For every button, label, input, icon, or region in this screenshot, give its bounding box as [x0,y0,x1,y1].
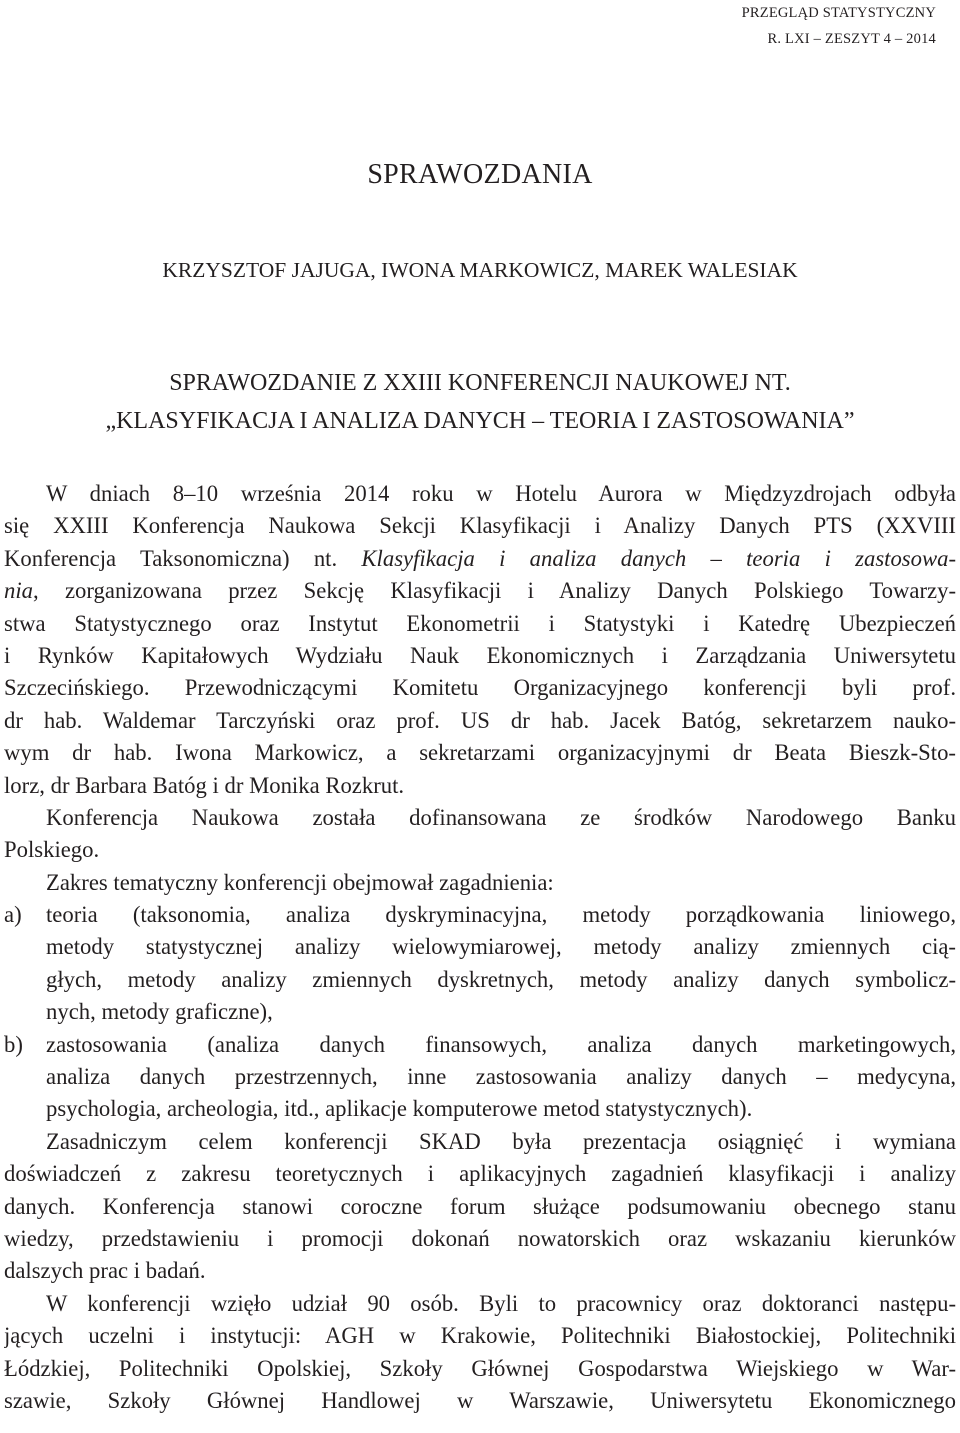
journal-issue: R. LXI – ZESZYT 4 – 2014 [767,31,936,47]
section-heading: SPRAWOZDANIA [367,159,593,190]
report-body [4,478,956,1417]
body-line: i Rynków Kapitałowych Wydziału Nauk Ekonomicznych i Zarządzania Uniwersytetu [4,642,956,668]
body-line: wiedzy, przedstawieniu i promocji dokonań nowatorskich oraz wskazaniu kierunków [4,1225,956,1251]
conference-name-italic: Klasyfikacja i analiza danych – teoria i zastosowa- [361,545,956,571]
body-line: Łódzkiej, Politechniki Opolskiej, Szkoły Głównej Gospodarstwa Wiejskiego w War- [4,1355,956,1381]
body-line: Zasadniczym celem konferencji SKAD była prezentacja osiągnięć i wymiana [46,1128,956,1154]
list-marker: a) [4,902,22,928]
list-item-line: metody statystycznej analizy wielowymiarowej, metody analizy zmiennych cią- [46,934,956,960]
list-item-line: głych, metody analizy zmiennych dyskretnych, metody analizy danych symbolicz- [46,966,956,992]
body-line: doświadczeń z zakresu teoretycznych i aplikacyjnych zagadnień klasyfikacji i analizy [4,1161,956,1187]
body-line: nia, zorganizowana przez Sekcję Klasyfikacji i Analizy Danych Polskiego Towarzy- [4,578,956,604]
body-line: Zakres tematyczny konferencji obejmował zagadnienia: [46,869,554,895]
body-line: lorz, dr Barbara Batóg i dr Monika Rozkrut. [4,772,405,798]
body-line: dr hab. Waldemar Tarczyński oraz prof. US dr hab. Jacek Batóg, sekretarzem nauko- [4,707,956,733]
list-item-line: analiza danych przestrzennych, inne zastosowania analizy danych – medycyna, [46,1064,956,1090]
body-line: stwa Statystycznego oraz Instytut Ekonometrii i Statystyki i Katedrę Ubezpieczeń [4,610,956,636]
body-line: wym dr hab. Iwona Markowicz, a sekretarzami organizacyjnymi dr Beata Bieszk-Sto- [4,740,956,766]
conference-name-italic: nia [4,578,33,604]
body-line: W konferencji wzięło udział 90 osób. Byli to pracownicy oraz doktoranci następu- [46,1290,956,1316]
journal-name: PRZEGLĄD STATYSTYCZNY [741,5,936,21]
authors: KRZYSZTOF JAJUGA, IWONA MARKOWICZ, MAREK WALESIAK [162,258,798,282]
body-line: dalszych prac i badań. [4,1258,206,1284]
list-item: b) zastosowania (analiza danych finansowych, analiza danych marketingowych, [4,1029,956,1061]
body-line: Konferencja Naukowa została dofinansowana ze środków Narodowego Banku [46,804,956,830]
report-title [0,364,960,440]
body-line: Konferencja Taksonomiczna) nt. Klasyfikacja i analiza danych – teoria i zastosowa- [4,545,956,571]
body-line: W dniach 8–10 września 2014 roku w Hotelu Aurora w Międzyzdrojach odbyła [46,481,956,506]
body-line: Szczecińskiego. Przewodniczącymi Komitetu Organizacyjnego konferencji byli prof. [4,675,956,701]
report-title-line-2: „KLASYFIKACJA I ANALIZA DANYCH – TEORIA I ZASTOSOWANIA” [105,408,855,434]
body-line: się XXIII Konferencja Naukowa Sekcji Klasyfikacji i Analizy Danych PTS (XXVIII [4,513,956,539]
body-line: Polskiego. [4,837,100,863]
list-item-line: nych, metody graficzne), [46,999,273,1025]
journal-header [742,0,936,52]
body-line: jących uczelni i instytucji: AGH w Krakowie, Politechniki Białostockiej, Politechniki [4,1323,956,1349]
report-title-line-1: SPRAWOZDANIE Z XXIII KONFERENCJI NAUKOWEJ NT. [169,370,791,396]
body-line: danych. Konferencja stanowi coroczne forum służące podsumowaniu obecnego stanu [4,1193,956,1219]
list-item: a) teoria (taksonomia, analiza dyskryminacyjna, metody porządkowania liniowego, [4,899,956,931]
list-marker: b) [4,1031,23,1057]
body-line: szawie, Szkoły Głównej Handlowej w Warszawie, Uniwersytetu Ekonomicznego [4,1387,956,1413]
list-item-line: psychologia, archeologia, itd., aplikacje komputerowe metod statystycznych). [46,1096,753,1122]
